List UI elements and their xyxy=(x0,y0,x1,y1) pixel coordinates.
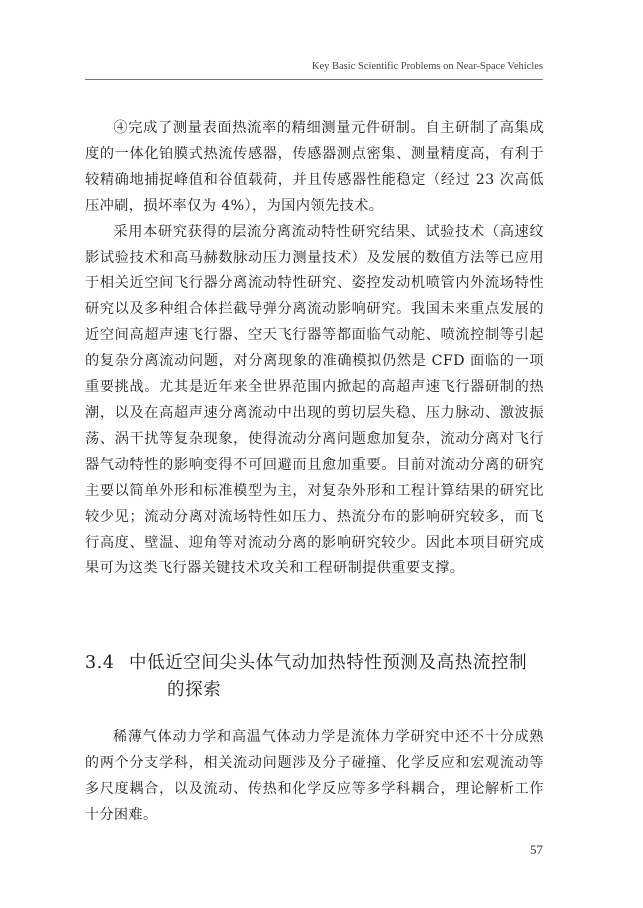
paragraph: 稀薄气体动力学和高温气体动力学是流体力学研究中还不十分成熟的两个分支学科，相关流动问题涉及分子碰撞、化学反应和宏观流动等多尺度耦合，以及流动、传热和化学反应等多学科耦合，理论解析工作十分困难。 xyxy=(85,729,544,823)
section-title-line-2: 的探索 xyxy=(167,680,222,700)
body-text xyxy=(85,116,544,582)
page-number: 57 xyxy=(530,842,543,857)
section-body xyxy=(85,724,544,828)
section-heading xyxy=(85,650,544,704)
section-number: 3.4 xyxy=(85,653,115,673)
paragraph: ④完成了测量表面热流率的精细测量元件研制。自主研制了高集成度的一体化铂膜式热流传感器，传感器测点密集、测量精度高，有利于较精确地捕捉峰值和谷值载荷，并且传感器性能稳定（经过 23 次高低压冲刷，损坏率仅为 4%），为国内领先技术。 xyxy=(85,120,544,214)
running-header: Key Basic Scientific Problems on Near-Space Vehicles xyxy=(311,61,543,72)
paragraph: 采用本研究获得的层流分离流动特性研究结果、试验技术（高速纹影试验技术和高马赫数脉动压力测量技术）及发展的数值方法等已应用于相关近空间飞行器分离流动特性研究、姿控发动机喷管内外流场特性研究以及多种组合体拦截导弹分离流动影响研究。我国未来重点发展的近空间高超声速飞行器、空天飞行器等都面临气动舵、喷流控制等引起的复杂分离流动问题，对分离现象的准确模拟仍然是 CFD 面临的一项重要挑战。尤其是近年来全世界范围内掀起的高超声速飞行器研制的热潮，以及在高超声速分离流动中出现的剪切层失稳、压力脉动、激波振荡、涡干扰等复杂现象，使得流动分离问题愈加复杂，流动分离对飞行器气动特性的影响变得不可回避而且愈加重要。目前对流动分离的研究主要以简单外形和标准模型为主，对复杂外形和工程计算结果的研究比较少见；流动分离对流场特性如压力、热流分布的影响研究较多，而飞行高度、壁温、迎角等对流动分离的影响研究较少。因此本项目研究成果可为这类飞行器关键技术攻关和工程研制提供重要支撑。 xyxy=(85,223,544,577)
section-title-line-1: 中低近空间尖头体气动加热特性预测及高热流控制 xyxy=(129,653,528,673)
header-rule xyxy=(85,79,543,80)
